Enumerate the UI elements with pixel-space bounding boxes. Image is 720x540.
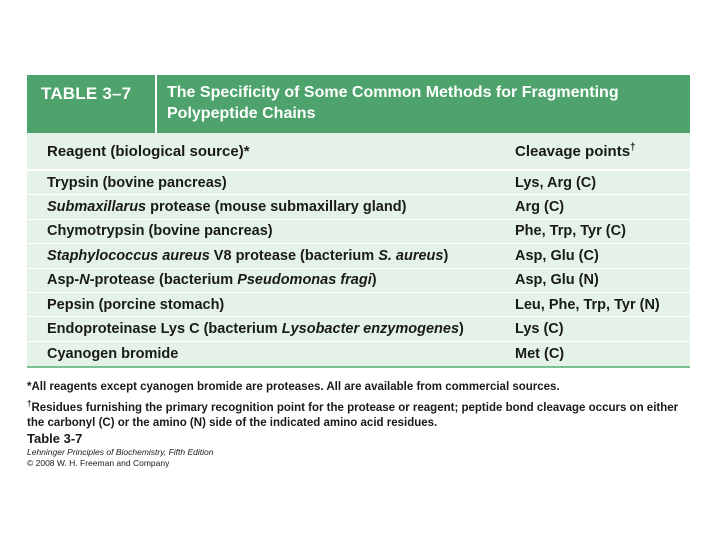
reagent-text: S. aureus	[378, 247, 444, 264]
cleavage-cell: Phe, Trp, Tyr (C)	[515, 223, 626, 240]
reagent-cell	[27, 199, 495, 215]
reagent-text: Submaxillarus	[47, 199, 147, 216]
table-title-line: Polypeptide Chains	[167, 105, 316, 122]
table-row	[27, 195, 690, 219]
reagent-text: Trypsin (bovine pancreas)	[47, 174, 227, 191]
reagent-text: Cyanogen bromide	[47, 345, 179, 362]
caption-copyright: © 2008 W. H. Freeman and Company	[27, 458, 170, 468]
table-body	[27, 133, 690, 368]
reagent-text: V8 protease (bacterium	[209, 247, 379, 264]
reagent-text: Endoproteinase Lys C (bacterium	[47, 321, 282, 338]
reagent-cell	[27, 248, 495, 264]
column-header-row	[27, 133, 690, 171]
table-row	[27, 293, 690, 317]
reagent-cell	[27, 321, 495, 337]
table-title-line: The Specificity of Some Common Methods for Fragmenting	[167, 84, 619, 101]
reagent-text: Pepsin (porcine stomach)	[47, 296, 225, 313]
reagent-text: Staphylococcus aureus	[47, 247, 210, 264]
table-label: TABLE 3–7	[41, 84, 132, 103]
column-header-cleavage	[495, 143, 690, 160]
reagent-cell	[27, 297, 495, 313]
footnote-dagger-line: Residues furnishing the primary recognition point for the protease or reagent; peptide bond cleavage occurs on either	[31, 402, 679, 414]
footnote-dagger-line: the carbonyl (C) or the amino (N) side of the indicated amino acid residues.	[27, 417, 438, 429]
table-rows	[27, 171, 690, 366]
reagent-cell	[27, 223, 495, 239]
reagent-text: )	[459, 321, 464, 338]
column-header-reagent: Reagent (biological source)*	[47, 142, 250, 160]
reagent-text: -protease (bacterium	[89, 272, 238, 289]
table-header	[27, 75, 690, 133]
cleavage-cell: Lys, Arg (C)	[515, 174, 597, 191]
column-header-cleavage-text: Cleavage points	[515, 142, 631, 160]
table-row	[27, 171, 690, 195]
cleavage-cell: Arg (C)	[515, 199, 565, 216]
reagent-text: protease (mouse submaxillary gland)	[146, 199, 407, 216]
reagent-cell	[27, 272, 495, 288]
reagent-text: )	[443, 247, 449, 264]
figure-caption	[27, 431, 213, 468]
table-row	[27, 244, 690, 268]
dagger-mark: †	[630, 141, 636, 153]
dagger-mark: †	[27, 399, 32, 409]
cleavage-cell: Asp, Glu (N)	[515, 272, 599, 289]
reagent-cell	[27, 175, 495, 191]
reagent-text: Lysobacter enzymogenes	[281, 321, 460, 338]
reagent-text: )	[371, 272, 377, 289]
table-title	[157, 75, 690, 133]
table-row	[27, 269, 690, 293]
reagent-text: Asp-	[47, 272, 80, 289]
caption-title: Table 3-7	[27, 431, 83, 446]
cleavage-cell: Asp, Glu (C)	[515, 247, 599, 264]
footnote-star: *All reagents except cyanogen bromide are proteases. All are available from commercial sources.	[27, 381, 560, 393]
table-row	[27, 317, 690, 341]
cleavage-cell: Lys (C)	[515, 321, 564, 338]
footnote-dagger	[27, 401, 690, 431]
reagent-text: Chymotrypsin (bovine pancreas)	[47, 223, 273, 240]
caption-book: Lehninger Principles of Biochemistry, Fifth Edition	[27, 447, 214, 457]
table-footnotes	[27, 380, 690, 431]
reagent-text: Pseudomonas fragi	[237, 272, 372, 289]
table-row	[27, 220, 690, 244]
cleavage-cell: Leu, Phe, Trp, Tyr (N)	[515, 296, 660, 313]
table-row	[27, 342, 690, 366]
cleavage-cell: Met (C)	[515, 345, 565, 362]
reagent-cell	[27, 346, 495, 362]
reagent-text: N	[79, 272, 90, 289]
table	[27, 75, 690, 368]
